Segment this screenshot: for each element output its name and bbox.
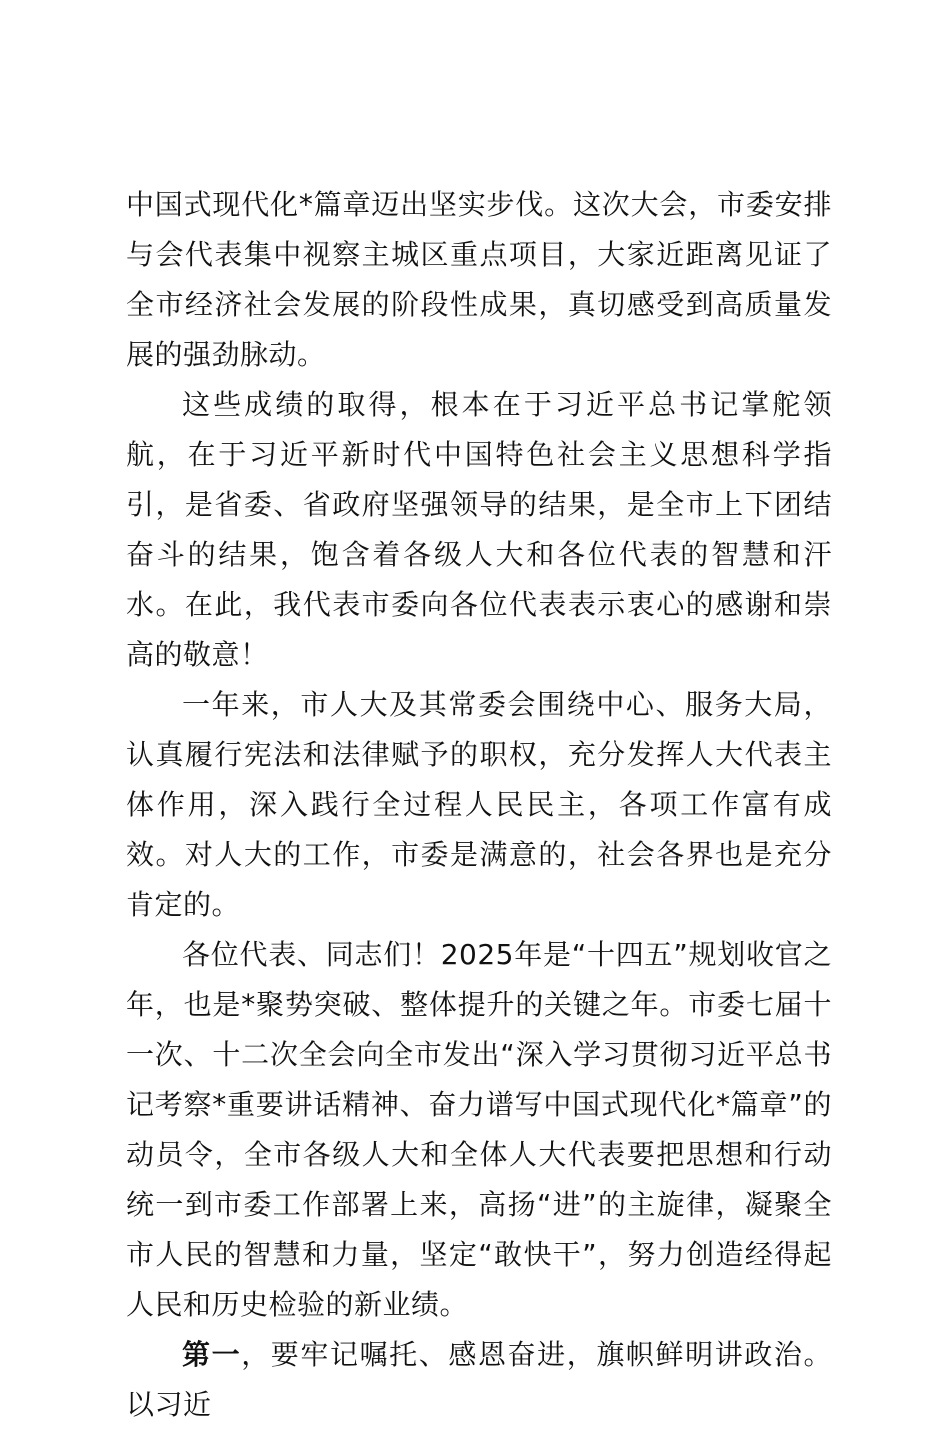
paragraph-text: 这些成绩的取得，根本在于习近平总书记掌舵领航，在于习近平新时代中国特色社会主义思想科学指引，是省委、省政府坚强领导的结果，是全市上下团结奋斗的结果，饱含着各级人大和各位代表的智慧和汗水。在此，我代表市委向各位代表表示衷心的感谢和崇高的敬意！ bbox=[126, 388, 832, 671]
document-body bbox=[126, 180, 832, 1430]
paragraph-text: 中国式现代化*篇章迈出坚实步伐。这次大会，市委安排与会代表集中视察主城区重点项目，大家近距离见证了全市经济社会发展的阶段性成果，真切感受到高质量发展的强劲脉动。 bbox=[126, 188, 832, 371]
paragraph-text: 一年来，市人大及其常委会围绕中心、服务大局，认真履行宪法和法律赋予的职权，充分发挥人大代表主体作用，深入践行全过程人民民主，各项工作富有成效。对人大的工作，市委是满意的，社会各界也是充分肯定的。 bbox=[126, 688, 832, 921]
paragraph-text: 各位代表、同志们！2025年是“十四五”规划收官之年，也是*聚势突破、整体提升的关键之年。市委七届十一次、十二次全会向全市发出“深入学习贯彻习近平总书记考察*重要讲话精神、奋力谱写中国式现代化*篇章”的动员令，全市各级人大和全体人大代表要把思想和行动统一到市委工作部署上来，高扬“进”的主旋律，凝聚全市人民的智慧和力量，坚定“敢快干”，努力创造经得起人民和历史检验的新业绩。 bbox=[126, 938, 832, 1321]
paragraph-first-point bbox=[126, 1330, 832, 1430]
paragraph-continuation bbox=[126, 180, 832, 380]
paragraph-achievements bbox=[126, 380, 832, 680]
paragraph-2025-outlook bbox=[126, 930, 832, 1330]
paragraph-lead-heading: 第一 bbox=[182, 1338, 242, 1371]
paragraph-text: ，要牢记嘱托、感恩奋进，旗帜鲜明讲政治。以习近 bbox=[126, 1338, 832, 1421]
paragraph-peoples-congress-work bbox=[126, 680, 832, 930]
